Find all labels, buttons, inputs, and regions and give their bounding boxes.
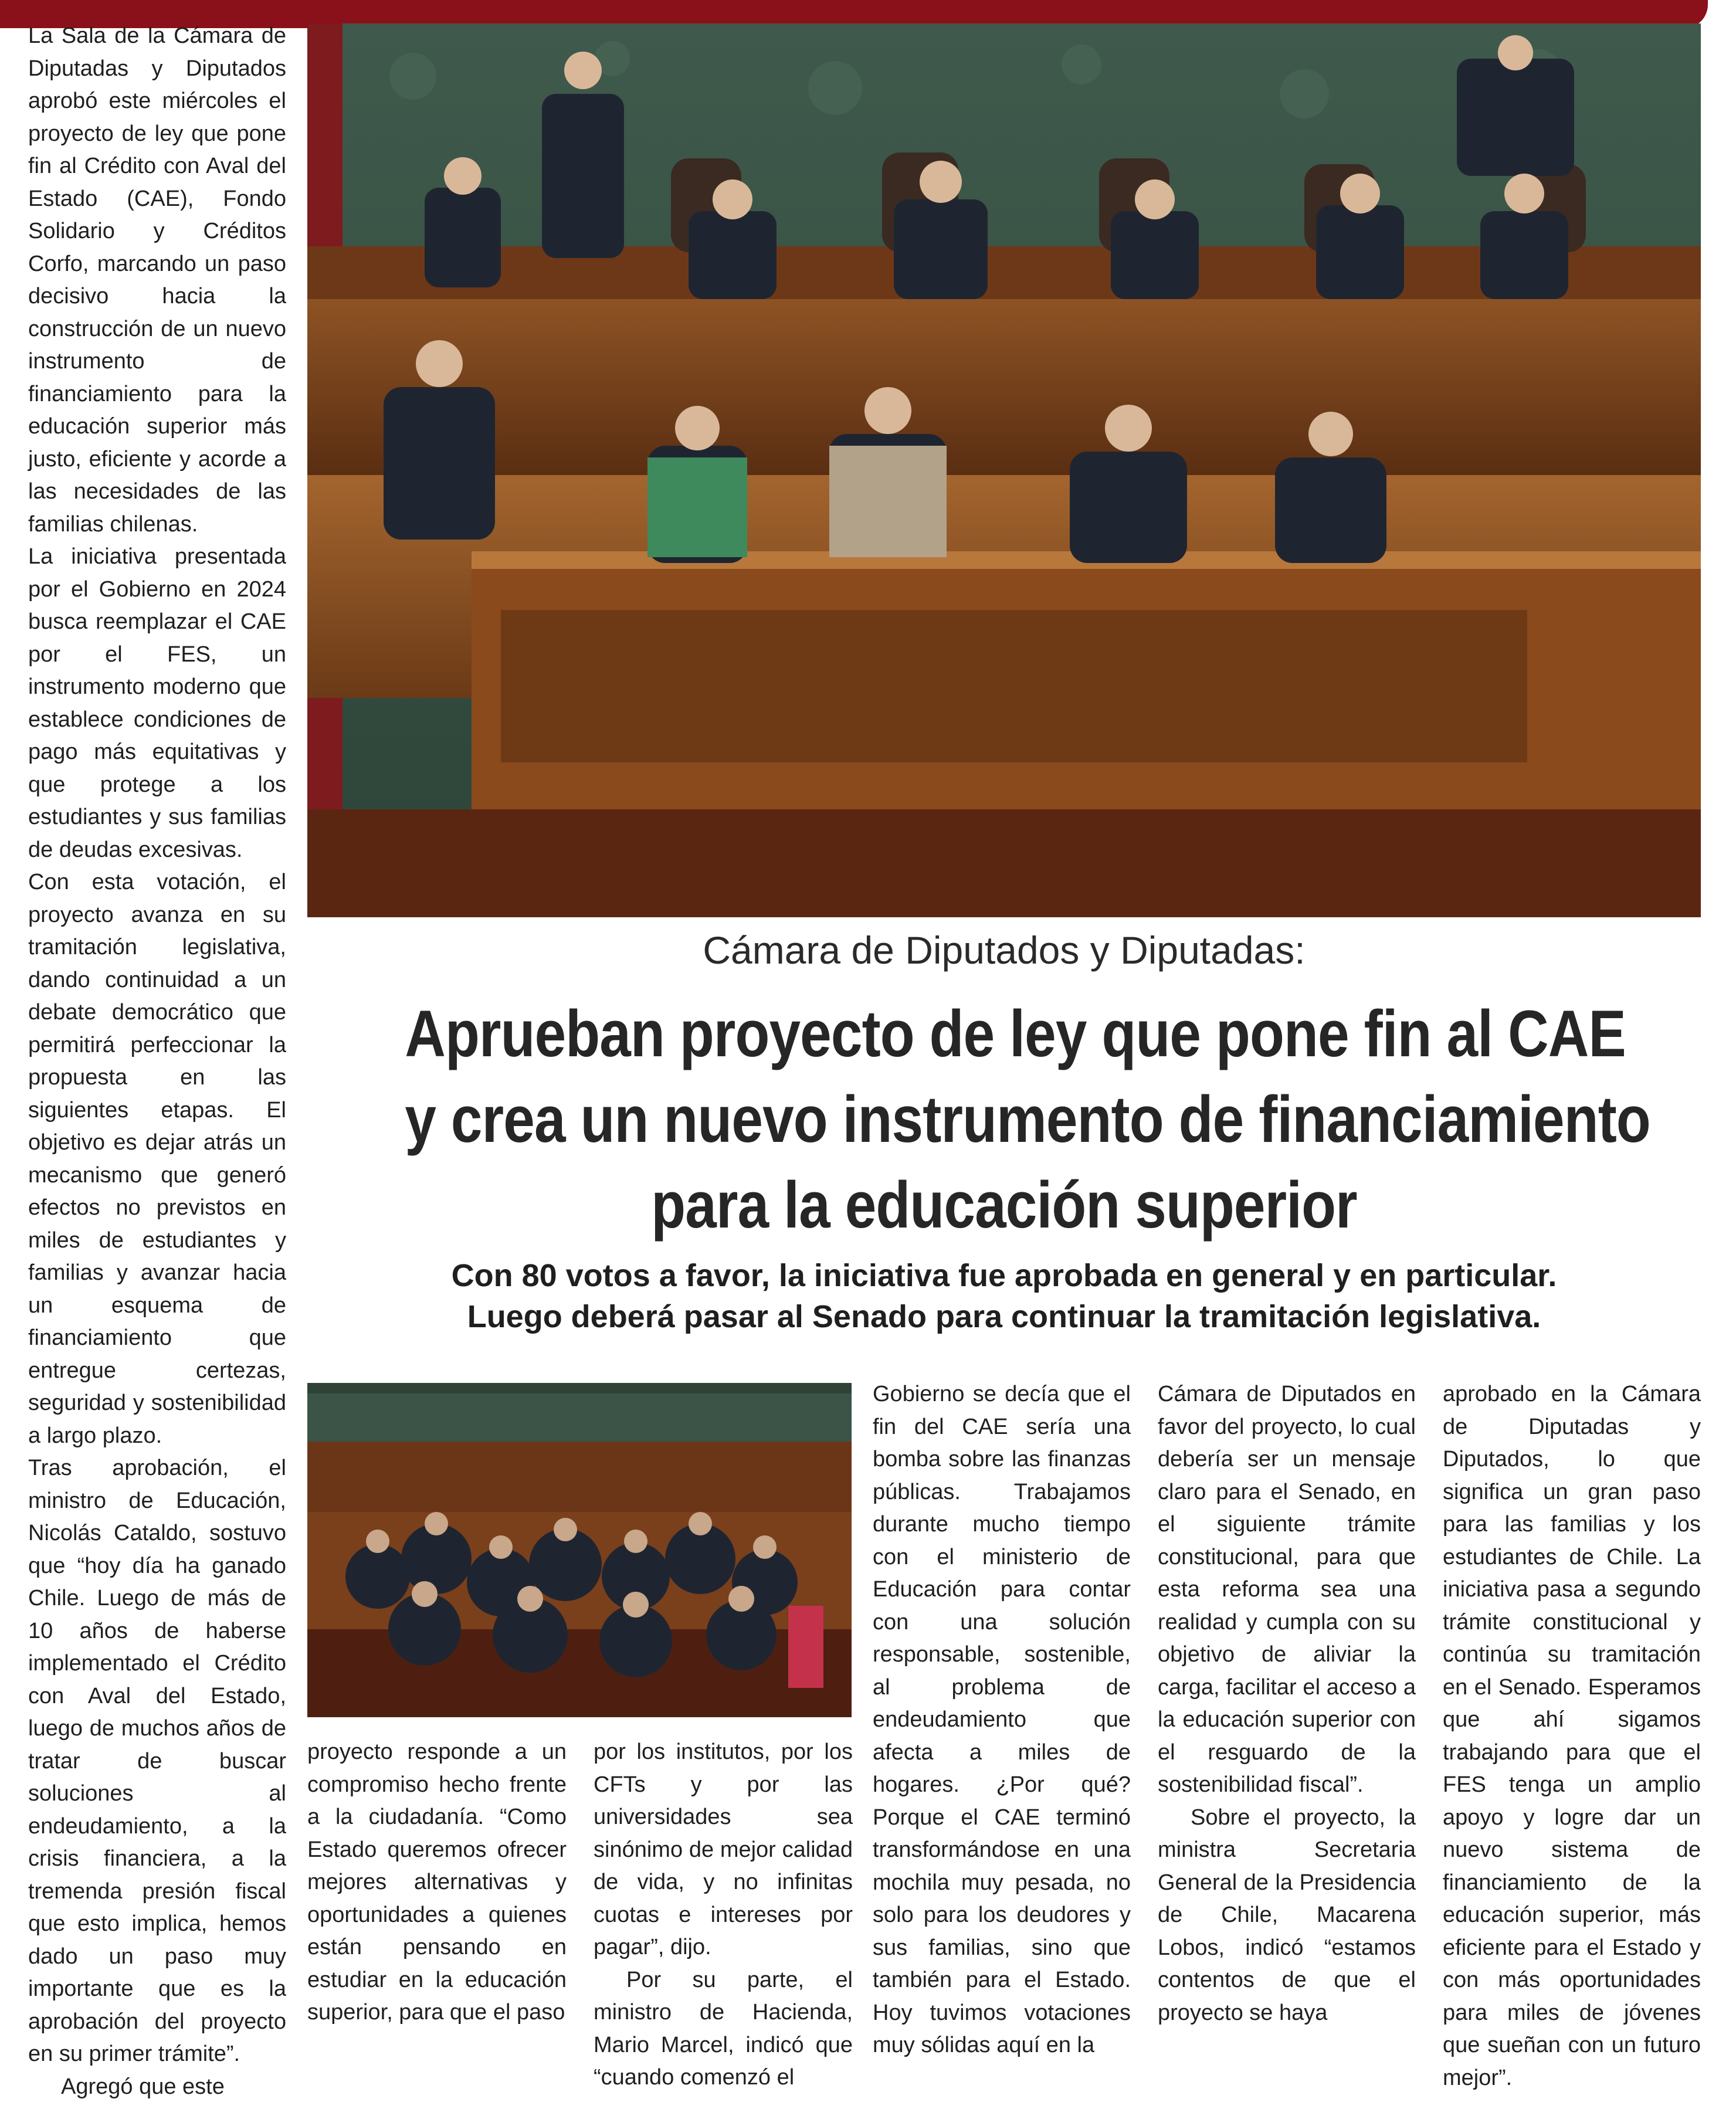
paragraph: aprobado en la Cámara de Diputadas y Diputados, lo que significa un gran paso para las familias y los estudiantes de Chile. La iniciativa pasa a segundo trámite constitucional y continúa su tramitación en el Senado. Esperamos que ahí sigamos trabajando para que el FES tenga un amplio apoyo y logre dar un nuevo sistema de financiamiento de la educación superior, más eficiente para el Estado y con más oportunidades para miles de jóvenes que sueñan con un futuro mejor”.: [1443, 1382, 1701, 2090]
paragraph: La Sala de la Cámara de Diputadas y Diputados aprobó este miércoles el proyecto de ley que pone fin al Crédito con Aval del Estado (CAE), Fondo Solidario y Créditos Corfo, marcando un paso decisivo hacia la construcción de un nuevo instrumento de financiamiento para la educación superior más justo, eficiente y acorde a las necesidades de las familias chilenas.: [28, 23, 286, 537]
article-headline: [405, 991, 1650, 1248]
article-column-4: [873, 1378, 1131, 2062]
article-column-1: [28, 20, 286, 2103]
article-column-2: [307, 1736, 567, 2029]
paragraph: proyecto responde a un compromiso hecho frente a la ciudadanía. “Como Estado queremos ofrecer mejores alternativas y oportunidades a quienes están pensando en estudiar en la educación superior, para que el paso: [307, 1740, 567, 2025]
article-column-6: [1443, 1378, 1701, 2094]
paragraph: Por su parte, el ministro de Hacienda, Mario Marcel, indicó que “cuando comenzó el: [594, 1967, 853, 2090]
subhead-line-1: Con 80 votos a favor, la iniciativa fue aprobada en general y en particular.: [451, 1258, 1557, 1293]
article-subheadline: [307, 1255, 1701, 1337]
article-column-5: [1158, 1378, 1416, 2029]
paragraph: Gobierno se decía que el fin del CAE sería una bomba sobre las finanzas públicas. Trabajamos durante mucho tiempo con el ministerio de Educación para contar con una solución responsable, sostenible, al problema de endeudamiento que afecta a miles de hogares. ¿Por qué? Porque el CAE terminó transformándose en una mochila muy pesada, no solo para los deudores y sus familias, sino que también para el Estado. Hoy tuvimos votaciones muy sólidas aquí en la: [873, 1382, 1131, 2057]
secondary-photo-celebration: [307, 1383, 852, 1717]
headline-line-3: para la educación superior: [651, 1168, 1357, 1242]
paragraph: Con esta votación, el proyecto avanza en su tramitación legislativa, dando continuidad a un debate democrático que permitirá perfeccionar la propuesta en las siguientes etapas. El objetivo es dejar atrás un mecanismo que generó efectos no previstos en miles de estudiantes y familias y avanzar hacia un esquema de financiamiento que entregue certezas, seguridad y sostenibilidad a largo plazo.: [28, 870, 286, 1448]
article-kicker: Cámara de Diputados y Diputadas:: [703, 928, 1306, 972]
paragraph: Cámara de Diputados en favor del proyecto, lo cual debería ser un mensaje claro para el Senado, en el siguiente trámite constitucional, para que esta reforma sea una realidad y cumpla con su objetivo de aliviar la carga, facilitar el acceso a la educación superior con el resguardo de la sostenibilidad fiscal”.: [1158, 1382, 1416, 1797]
subhead-line-2: Luego deberá pasar al Senado para continuar la tramitación legislativa.: [467, 1299, 1541, 1334]
paragraph: La iniciativa presentada por el Gobierno en 2024 busca reemplazar el CAE por el FES, un instrumento moderno que establece condiciones de pago más equitativas y que protege a los estudiantes y sus familias de deudas excesivas.: [28, 544, 286, 862]
headline-line-2: y crea un nuevo instrumento de financiamiento: [405, 1083, 1650, 1156]
article-column-3: [594, 1736, 853, 2094]
paragraph: Sobre el proyecto, la ministra Secretaria General de la Presidencia de Chile, Macarena Lobos, indicó “estamos contentos de que el proyecto se haya: [1158, 1805, 1416, 2025]
paragraph: Tras aprobación, el ministro de Educación, Nicolás Cataldo, sostuvo que “hoy día ha ganado Chile. Luego de más de 10 años de haberse implementado el Crédito con Aval del Estado, luego de muchos años de tratar de buscar soluciones al endeudamiento, a la crisis financiera, a la tremenda presión fiscal que esto implica, hemos dado un paso muy importante que es la aprobación del proyecto en su primer trámite”.: [28, 1456, 286, 2066]
paragraph: Agregó que este: [61, 2074, 225, 2099]
paragraph: por los institutos, por los CFTs y por las universidades sea sinónimo de mejor calidad de vida, y no infinitas cuotas e intereses por pagar”, dijo.: [594, 1740, 853, 1959]
main-photo-chamber-session: [307, 23, 1701, 917]
headline-line-1: Aprueban proyecto de ley que pone fin al CAE: [405, 997, 1626, 1070]
